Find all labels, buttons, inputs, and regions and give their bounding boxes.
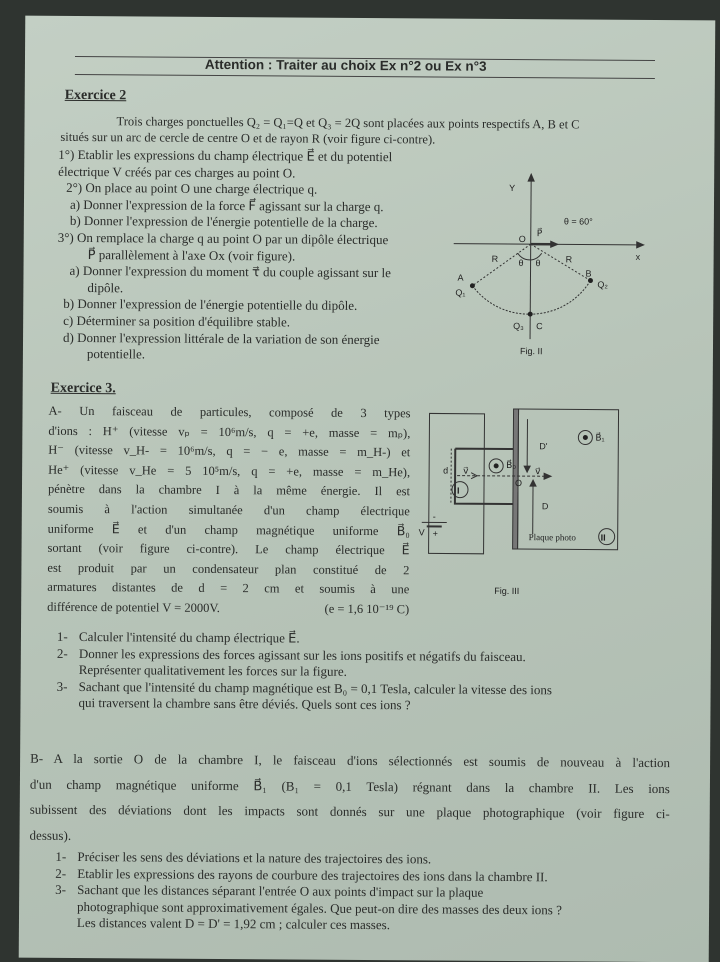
x-axis-label: x: [636, 252, 641, 262]
theta-left: θ: [519, 258, 524, 268]
ex2-question-line: b) Donner l'expression de l'énergie potentielle du dipôle.: [57, 296, 391, 315]
ex2-question-line: a) Donner l'expression de la force F⃗ agissant sur la charge q.: [58, 197, 392, 216]
plate-label: Plaque photo: [529, 532, 577, 542]
dipole-label: P⃗: [537, 228, 543, 239]
electron-charge-constant: (e = 1,6 10⁻¹⁹ C): [324, 600, 409, 620]
ex3-a-line: soumis à l'action simultanée d'un champ électrique: [48, 500, 410, 522]
voltage-label: V: [419, 527, 425, 537]
question-line: Sachant que l'intensité du champ magnétique est B₀ = 0,1 Tesla, calculer la vitesse des ions: [79, 679, 552, 699]
question-item: [57, 645, 657, 682]
d-small-label: d: [443, 466, 448, 476]
d-big-label: D: [542, 501, 549, 511]
exercise-2-title: Exercice 2: [65, 88, 127, 104]
velocity-label-in: v⃗: [463, 466, 469, 476]
ex2-question-line: 2°) On place au point O une charge électrique q.: [58, 180, 392, 199]
b0-label: B⃗₀: [506, 459, 516, 470]
b1-label: B⃗₁: [595, 432, 604, 443]
ex3-a-line: d'ions : H⁺ (vitesse vₚ = 10⁶m/s, q = +e, masse = mₚ),: [48, 421, 410, 443]
question-number: 3-: [55, 882, 77, 932]
plus-label: +: [433, 528, 438, 538]
ex2-question-line: 3°) On remplace la charge q au point O par un dipôle électrique: [58, 230, 392, 249]
ex2-intro: situés sur un arc de cercle de centre O et de rayon R (voir figure ci-contre).: [60, 129, 435, 148]
d-prime-label: D': [539, 441, 548, 451]
ex3-part-b-questions: [55, 849, 656, 936]
chamber-2-label: II: [601, 533, 606, 543]
ex3-part-a-questions: [56, 629, 657, 716]
question-line: Donner les expressions des forces agissant sur les ions positifs et négatifs du faisceau.: [79, 646, 526, 666]
ex3-b-line: subissent des déviations dont les impacts sont donnés sur une plaque photographique (voir figure ci-: [30, 797, 670, 827]
question-number: 1-: [55, 849, 77, 866]
ex3-a-line: est produit par un condensateur plan constitué de 2: [47, 559, 409, 581]
charge-q2: Q₂: [597, 280, 608, 290]
ex2-question-line: d) Donner l'expression littérale de la variation de son énergie: [57, 329, 391, 348]
y-axis-label: Y: [509, 183, 515, 193]
ex2-question-line: dipôle.: [57, 280, 391, 299]
ex3-a-line: A- Un faisceau de particules, composé de 3 types: [48, 402, 410, 424]
figure-iii: [416, 403, 637, 605]
ex2-question-line: a) Donner l'expression du moment τ⃗ du couple agissant sur le: [57, 263, 391, 282]
exercise-3-title: Exercice 3.: [51, 381, 116, 397]
question-number: 3-: [56, 679, 78, 712]
figure-ii-caption: Fig. II: [520, 346, 543, 356]
ex3-a-line: uniforme E⃗ et d'un champ magnétique uniforme B⃗₀: [48, 519, 410, 541]
question-number: 2-: [55, 865, 77, 882]
charge-q1: Q₁: [455, 288, 465, 298]
radius-right: R: [566, 254, 573, 264]
point-b: B: [585, 269, 591, 279]
minus-label: -: [433, 511, 436, 521]
ex3-a-line: He⁺ (vitesse v_He = 5 10⁵m/s, q = +e, masse = m_He),: [48, 461, 410, 483]
point-a: A: [457, 273, 463, 283]
ex3-b-line: B- A la sortie O de la chambre I, le faisceau d'ions sélectionnés est soumis de nouveau à l'action: [30, 746, 670, 776]
question-body: [78, 679, 552, 715]
ex3-part-b: [29, 746, 670, 852]
question-body: [79, 646, 526, 682]
theta-right: θ: [536, 258, 541, 268]
ex3-a-line: différence de potentiel V = 2000V.: [47, 598, 220, 619]
origin-label: O: [519, 234, 526, 244]
ex3-a-line: armatures distantes de d = 2 cm et soumis à une: [47, 578, 409, 600]
question-body: [79, 629, 300, 647]
header-title: Attention : Traiter au choix Ex n°2 ou Ex n°3: [205, 57, 487, 74]
ex3-a-last-line: [47, 598, 409, 620]
theta-value-label: θ = 60°: [564, 216, 593, 226]
ex2-question-line: 1°) Etablir les expressions du champ électrique E⃗ et du potentiel: [58, 147, 392, 166]
question-item: [55, 882, 655, 936]
ex2-question-line: électrique V créés par ces charges au point O.: [58, 163, 392, 182]
exit-o-label: O: [515, 478, 522, 488]
ex3-a-line: H⁻ (vitesse v_H- = 10⁶m/s, q = − e, masse = m_H-) et: [48, 441, 410, 463]
question-line: Etablir les expressions des rayons de courbure des trajectoires des ions dans la chambre II.: [77, 866, 547, 886]
velocity-label-out: v⃗: [535, 466, 541, 476]
question-number: 1-: [57, 629, 79, 646]
radius-left: R: [492, 254, 499, 264]
question-number: 2-: [57, 645, 79, 678]
ex2-question-line: P⃗ parallèlement à l'axe Ox (voir figure).: [58, 246, 392, 265]
ex2-question-line: potentielle.: [57, 346, 391, 365]
ex3-a-line: pénètre dans la chambre I à la même énergie. Il est: [48, 480, 410, 502]
question-line: Sachant que les distances séparant l'entrée O aux points d'impact sur la plaque: [77, 882, 562, 902]
question-line: Préciser les sens des déviations et la nature des trajectoires des ions.: [77, 849, 431, 868]
ex2-question-line: c) Déterminer sa position d'équilibre stable.: [57, 313, 391, 332]
ex3-a-line: sortant (voir figure ci-contre). Le champ électrique E⃗: [48, 539, 410, 561]
header-rule-bottom: [75, 74, 655, 79]
ex2-intro: Trois charges ponctuelles Q₂ = Q₁=Q et Q₃ = 2Q sont placées aux points respectifs A, B et C: [117, 113, 580, 133]
ex3-b-line: dessus).: [29, 822, 669, 852]
exam-page: [19, 16, 716, 962]
question-line: Les distances valent D = D' = 1,92 cm ; calculer ces masses.: [77, 915, 562, 935]
chamber-1-label: I: [457, 486, 460, 496]
ex2-question-line: b) Donner l'expression de l'énergie potentielle de la charge.: [58, 213, 392, 232]
figure-ii: [413, 168, 654, 370]
charge-q3: Q₃: [513, 321, 524, 331]
question-line: Représenter qualitativement les forces sur la figure.: [79, 662, 526, 682]
question-body: [77, 882, 562, 935]
question-line: Calculer l'intensité du champ électrique E⃗.: [79, 629, 300, 647]
point-c: C: [536, 321, 543, 331]
question-line: qui traversent la chambre sans être déviés. Quels sont ces ions ?: [78, 695, 551, 715]
question-item: [56, 679, 656, 716]
question-line: photographique sont approximativement égales. Que peut-on dire des masses des deux ions ?: [77, 899, 562, 919]
ex2-questions: [57, 147, 392, 365]
ex3-b-line: d'un champ magnétique uniforme B⃗₁ (B₁ = 0,1 Tesla) régnant dans la chambre II. Les ions: [30, 771, 670, 801]
figure-iii-caption: Fig. III: [494, 586, 519, 596]
ex3-part-a: [47, 402, 410, 620]
